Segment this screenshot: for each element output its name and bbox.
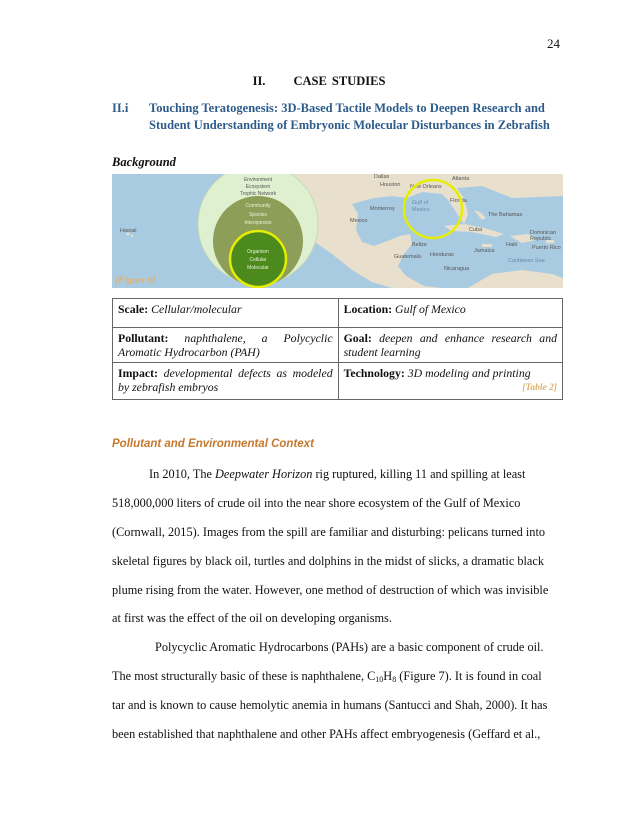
map-label-gulf-line-1: Gulf of [412,200,429,206]
inner-circle-label-2: Cellular [249,257,267,263]
map-illustration [112,174,563,288]
figure-label: [Figure 6] [115,276,156,286]
map-label-gulf-line-2: Mexico [412,207,430,213]
jamaica-landmass [482,244,492,247]
cell-value: developmental defects as modeled by zebrafish embryos [118,366,333,394]
table-cell-pollutant [113,328,339,363]
map-label-cuba: Cuba [469,227,483,233]
paragraph-1-line-5: plume rising from the water. However, one method of destruction of which was invisible [112,583,549,597]
map-label-new-orleans: New Orleans [410,184,442,190]
map-label-houston: Houston [380,182,401,188]
map-label-dallas: Dallas [374,174,390,180]
figure-map-composite [112,174,563,288]
section-number: II. [252,74,266,88]
middle-circle-label-3: Interspecies [244,220,272,226]
table-label: [Table 2] [522,383,557,393]
cell-value: Cellular/molecular [151,302,242,316]
hawaii-islands-2 [131,235,133,237]
text-run: rig ruptured, killing 11 and spilling at least [312,467,526,481]
map-label-jamaica: Jamaica [474,248,495,254]
paragraph-1-line-2: 518,000,000 liters of crude oil into the near shore ecosystem of the Gulf of Mexico [112,496,521,510]
paragraph-1-line-4: skeletal figures by black oil, turtles and dolphins in the midst of slicks, a dramatic black [112,554,545,568]
cell-label: Impact: [118,366,158,380]
paragraph-2-line-1: Polycyclic Aromatic Hydrocarbons (PAHs) are a basic component of crude oil. [155,640,544,654]
case-summary-table [112,298,563,400]
table-cell-scale [113,299,339,328]
table-cell-location [338,299,562,328]
paragraph-1-line-3: (Cornwall, 2015). Images from the spill are familiar and disturbing: pelicans turned into [112,525,546,539]
map-label-monterrey: Monterrey [370,206,395,212]
cell-label: Location: [343,302,393,316]
table-row [113,363,563,400]
cell-label: Goal: [343,331,372,345]
inner-circle-label-1: Organism [247,249,269,255]
cell-label: Scale: [118,302,149,316]
section-heading [0,74,638,89]
subsection-heading [112,100,562,134]
section-title: CASE STUDIES [293,74,386,88]
text-run: (Figure 7). It is found in coal [396,669,542,683]
cell-label: Technology: [343,366,405,380]
text-run: In 2010, The [149,467,216,481]
text-run: H [383,669,393,683]
map-label-caribbean: Caribbean Sea [508,258,545,264]
table-row [113,328,563,363]
table-row [113,299,563,328]
paragraph-1-line-6: at first was the effect of the oil on developing organisms. [112,611,392,625]
map-label-belize: Belize [412,242,427,248]
pollutant-context-heading: Pollutant and Environmental Context [112,438,314,450]
subscript: 10 [375,675,384,684]
map-label-bahamas: The Bahamas [488,212,523,218]
map-label-nicaragua: Nicaragua [444,266,470,272]
map-label-atlanta: Atlanta [452,176,470,182]
table-cell-impact [113,363,339,400]
paragraph-1-line-1 [149,467,525,482]
subsection-id: II.i [112,101,129,115]
background-heading: Background [112,155,176,169]
rig-name: Deepwater Horizon [215,467,313,481]
outer-circle-label-2: Ecosystem [245,184,271,190]
map-label-hawaii: Hawaii [120,228,137,234]
cell-value: 3D modeling and printing [407,366,531,380]
cell-value: deepen and enhance research and student learning [343,331,557,359]
table-cell-goal [338,328,562,363]
page-number: 24 [547,36,560,51]
map-label-dominican-line-1: Dominican [530,230,556,236]
map-label-haiti: Haiti [506,242,518,248]
cell-value: Gulf of Mexico [395,302,466,316]
map-label-honduras: Honduras [430,252,454,258]
inner-circle-label-3: Molecular [247,265,269,271]
outer-circle-label-3: Trophic Network [239,191,277,197]
text-run: The most structurally basic of these is naphthalene, C [112,669,376,683]
map-label-puerto-rico: Puerto Rico [532,245,561,251]
middle-circle-label-2: Species [249,212,267,218]
map-label-mexico: Mexico [350,218,368,224]
subscript: 8 [392,675,397,684]
middle-circle-label-1: Community [245,203,271,209]
paragraph-2-line-2 [112,669,542,684]
cell-label: Pollutant: [118,331,169,345]
subsection-title-line-1: Touching Teratogenesis: 3D-Based Tactile Models to Deepen Research and [149,101,545,115]
paragraph-2-line-3: tar and is known to cause hemolytic anemia in humans (Santucci and Shah, 2000). It has [112,698,548,712]
paragraph-2-line-4: been established that naphthalene and other PAHs affect embryogenesis (Geffard et al., [112,727,541,741]
outer-circle-label-1: Environment [243,177,273,183]
map-label-guatemala: Guatemala [394,254,421,260]
map-label-dominican-line-2: Republic [530,236,552,242]
table-cell-technology [338,363,562,400]
cell-value: naphthalene, a Polycyclic Aromatic Hydrocarbon (PAH) [118,331,333,359]
subsection-title-line-2: Student Understanding of Embryonic Molecular Disturbances in Zebrafish [149,118,550,132]
map-label-florida: Florida [450,198,467,204]
